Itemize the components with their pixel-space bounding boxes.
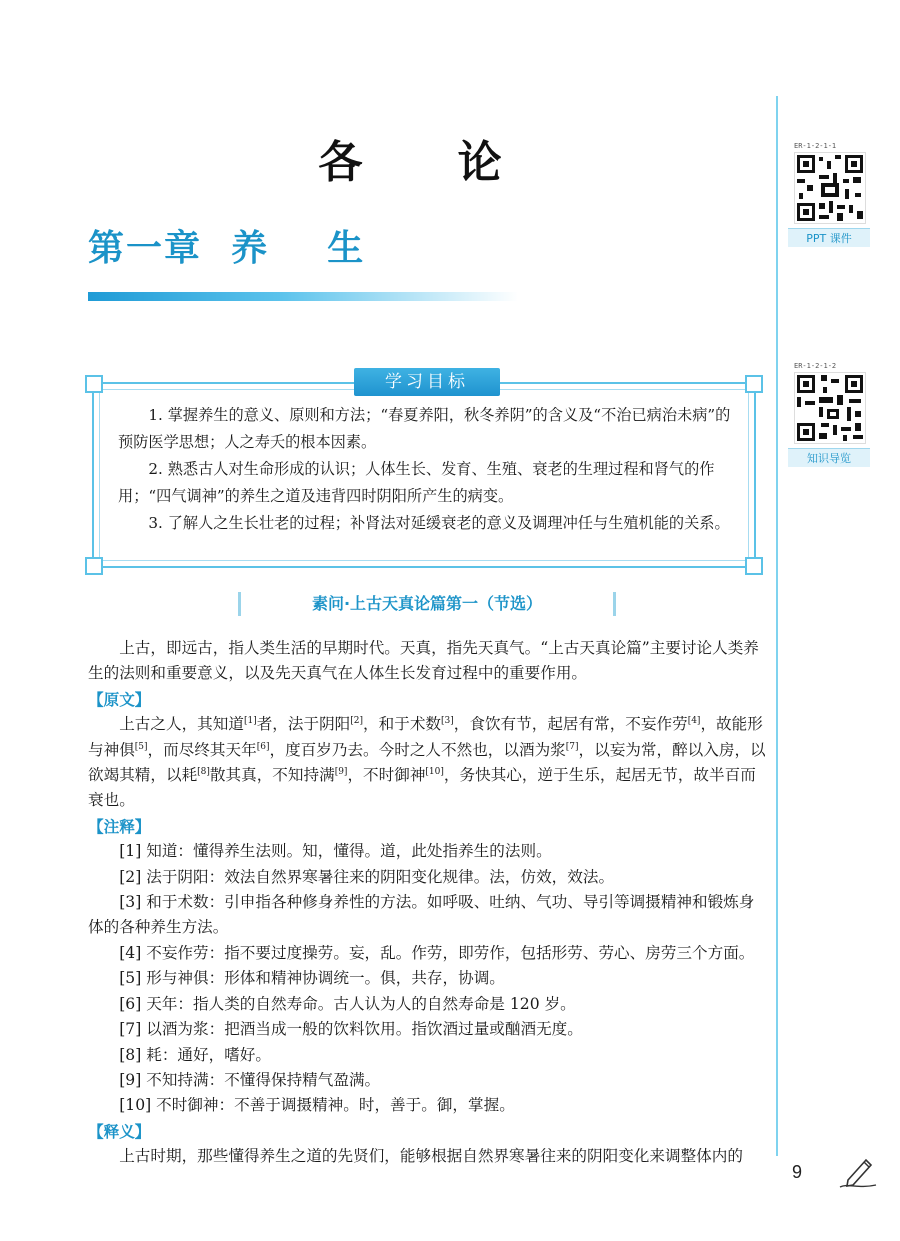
note-item: [7] 以酒为浆：把酒当成一般的饮料饮用。指饮酒过量或酗酒无度。 xyxy=(119,1020,583,1039)
footnote-ref[interactable]: [9] xyxy=(334,766,348,777)
footnote-ref[interactable]: [8] xyxy=(197,766,210,777)
original-segment: ，而尽终其天年 xyxy=(147,740,257,759)
note-item: [3] 和于术数：引申指各种修身养性的方法。如呼吸、吐纳、气功、导引等调摄精神和锻炼身体的各种养生方法。 xyxy=(88,893,755,937)
interpretation-text: 上古时期，那些懂得养生之道的先贤们，能够根据自然界寒暑往来的阴阳变化来调整体内的 xyxy=(119,1147,743,1166)
objective-item: 3. 了解人之生长壮老的过程；补肾法对延缓衰老的意义及调理冲任与生殖机能的关系。 xyxy=(148,514,730,532)
note-item: [1] 知道：懂得养生法则。知，懂得。道，此处指养生的法则。 xyxy=(119,842,552,861)
footnote-ref[interactable]: [4] xyxy=(687,716,701,727)
note-item: [4] 不妄作劳：指不要过度操劳。妄，乱。作劳，即劳作，包括形劳、劳心、房劳三个方面。 xyxy=(119,943,755,962)
frame-corner xyxy=(85,375,103,393)
original-segment: ，食饮有节，起居有常，不妄作劳 xyxy=(453,715,688,734)
part-title: 各 论 xyxy=(318,137,542,188)
qr-code-icon[interactable] xyxy=(794,152,866,224)
page-number: 9 xyxy=(792,1162,803,1182)
objective-item: 1. 掌握养生的意义、原则和方法；“春夏养阳，秋冬养阴”的含义及“不治已病治未病”的预防医学思想；人之寿夭的根本因素。 xyxy=(118,406,731,451)
frame-corner xyxy=(745,557,763,575)
original-segment: 者，法于阴阳 xyxy=(256,715,351,734)
chapter-title: 第一章 养 生 xyxy=(88,227,366,269)
original-segment: ，和于术数 xyxy=(363,715,442,734)
original-segment: 上古之人，其知道 xyxy=(119,715,244,734)
original-text xyxy=(88,712,768,814)
note-item: [6] 天年：指人类的自然寿命。古人认为人的自然寿命是 120 岁。 xyxy=(119,994,576,1013)
note-item: [5] 形与神俱：形体和精神协调统一。俱，共存，协调。 xyxy=(119,969,505,988)
original-segment: ，度百岁乃去。今时之人不然也，以酒为浆 xyxy=(269,740,566,759)
objectives-list xyxy=(118,402,734,537)
note-item: [9] 不知持满：不懂得保持精气盈满。 xyxy=(119,1070,381,1089)
qr-id: ER-1-2-1-2 xyxy=(794,362,837,370)
pencil-icon xyxy=(838,1154,878,1190)
objectives-header: 学习目标 xyxy=(354,368,500,396)
frame-corner xyxy=(85,557,103,575)
intro-paragraph: 上古，即远古，指人类生活的早期时代。天真，指先天真气。“上古天真论篇”主要讨论人类养生的法则和重要意义，以及先天真气在人体生长发育过程中的重要作用。 xyxy=(88,639,759,683)
original-segment: ，务快其心，逆于生乐，起居无节，故半百而衰也。 xyxy=(88,766,756,810)
interpretation-label: 【释义】 xyxy=(88,1121,151,1141)
note-item: [8] 耗：通好，嗜好。 xyxy=(119,1045,271,1064)
note-item: [10] 不时御神：不善于调摄精神。时，善于。御，掌握。 xyxy=(119,1096,515,1115)
footnote-ref[interactable]: [6] xyxy=(256,741,270,752)
body-text xyxy=(88,636,768,1170)
footnote-ref[interactable]: [10] xyxy=(425,766,444,777)
original-segment: ，故能形与神俱 xyxy=(88,715,763,759)
footnote-ref[interactable]: [7] xyxy=(565,741,579,752)
qr-label: PPT 课件 xyxy=(788,228,870,247)
qr-label: 知识导览 xyxy=(788,448,870,467)
note-item: [2] 法于阴阳：效法自然界寒暑往来的阴阳变化规律。法，仿效，效法。 xyxy=(119,867,615,886)
objective-item: 2. 熟悉古人对生命形成的认识；人体生长、发育、生殖、衰老的生理过程和肾气的作用；“四气调神”的养生之道及违背四时阴阳所产生的病变。 xyxy=(118,460,715,505)
original-segment: ，以妄为常，醉以入房，以欲竭其精，以耗 xyxy=(88,740,766,785)
qr-code-icon[interactable] xyxy=(794,372,866,444)
footnote-ref[interactable]: [2] xyxy=(350,716,364,727)
notes-label: 【注释】 xyxy=(88,816,151,836)
frame-corner xyxy=(745,375,763,393)
chapter-title-underline xyxy=(88,292,518,301)
original-segment: ，不时御神 xyxy=(347,766,426,785)
qr-block-guide[interactable] xyxy=(788,362,872,467)
section-heading: 素问·上古天真论篇第一（节选） xyxy=(244,590,610,618)
qr-block-ppt[interactable] xyxy=(788,142,872,247)
original-segment: 散其真，不知持满 xyxy=(209,766,335,785)
footnote-ref[interactable]: [3] xyxy=(441,716,454,727)
footnote-ref[interactable]: [1] xyxy=(243,716,257,727)
qr-id: ER-1-2-1-1 xyxy=(794,142,837,150)
original-label: 【原文】 xyxy=(88,689,151,709)
footnote-ref[interactable]: [5] xyxy=(134,741,148,752)
margin-rule xyxy=(776,96,778,1156)
